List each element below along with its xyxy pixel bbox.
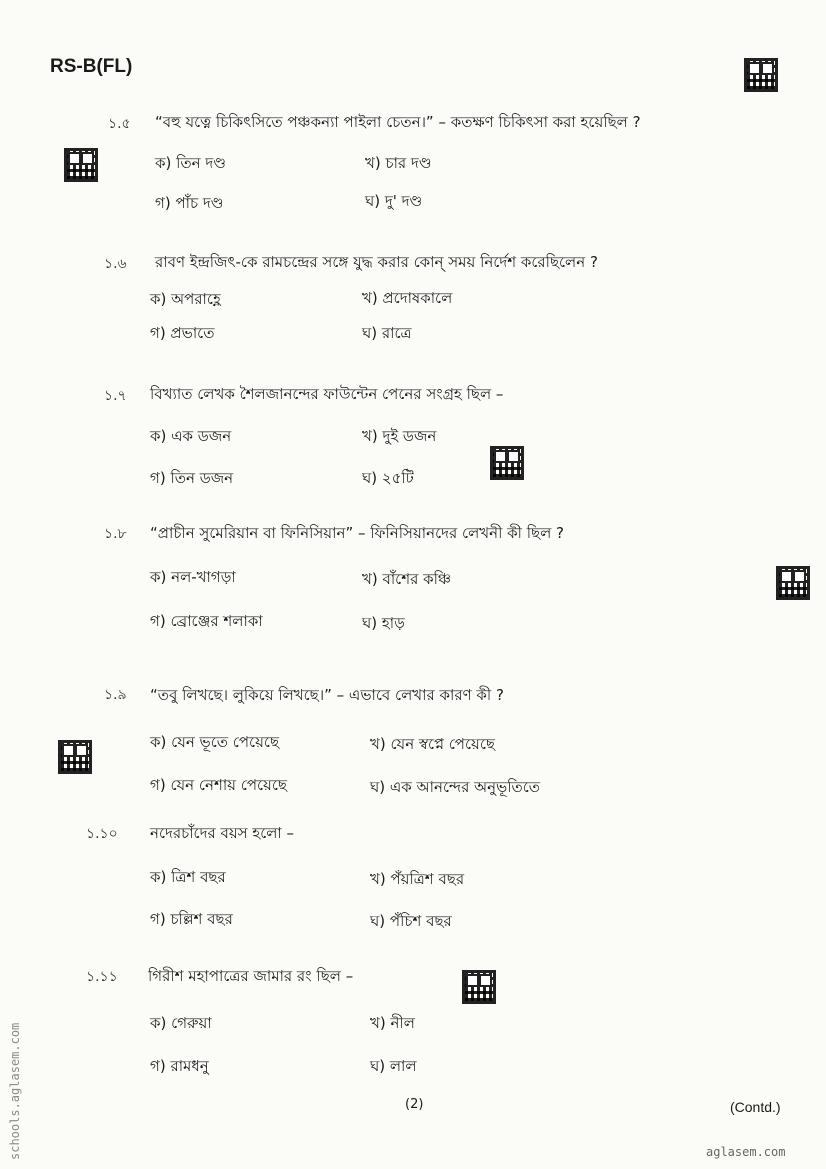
option-kha: খ) পঁয়ত্রিশ বছর: [370, 870, 465, 888]
question-text: “বহু যত্নে চিকিৎসিতে পঞ্চকন্যা পাইলা চেতন।” – কতক্ষণ চিকিৎসা করা হয়েছিল ?: [155, 113, 641, 131]
question-number: ১.১১: [86, 969, 118, 985]
option-ga: গ) ব্রোঞ্জের শলাকা: [150, 612, 263, 630]
option-ka: ক) অপরাহ্ণে: [150, 290, 221, 308]
qr-code-icon: [744, 58, 778, 92]
option-kha: খ) চার দণ্ড: [365, 154, 432, 172]
qr-code-icon: [776, 566, 810, 600]
question-number: ১.৮: [104, 526, 127, 542]
option-kha: খ) দুই ডজন: [362, 427, 437, 445]
question-number: ১.৫: [108, 116, 131, 132]
qr-code-icon: [64, 148, 98, 182]
question-number: ১.৯: [104, 687, 127, 703]
qr-code-icon: [462, 970, 496, 1004]
question-text: গিরীশ মহাপাত্রের জামার রং ছিল –: [148, 967, 354, 985]
option-kha: খ) নীল: [370, 1014, 415, 1032]
question-number: ১.৬: [104, 256, 127, 272]
option-ka: ক) গেরুয়া: [150, 1014, 212, 1032]
question-text: “তবু লিখছে। লুকিয়ে লিখছে।” – এভাবে লেখার কারণ কী ?: [150, 686, 504, 704]
question-text: বিখ্যাত লেখক শৈলজানন্দের ফাউন্টেন পেনের সংগ্রহ ছিল –: [150, 385, 504, 403]
option-gha: ঘ) দু' দণ্ড: [365, 192, 423, 210]
option-ga: গ) তিন ডজন: [150, 469, 234, 487]
option-ga: গ) প্রভাতে: [150, 324, 215, 342]
question-number: ১.৭: [104, 388, 127, 404]
bottom-watermark: aglasem.com: [706, 1145, 786, 1159]
option-ka: ক) ত্রিশ বছর: [150, 868, 226, 886]
option-ka: ক) যেন ভূতে পেয়েছে: [150, 733, 280, 751]
option-kha: খ) যেন স্বপ্নে পেয়েছে: [370, 735, 495, 753]
option-gha: ঘ) রাত্রে: [362, 324, 412, 342]
option-ga: গ) পাঁচ দণ্ড: [155, 194, 224, 212]
question-number: ১.১০: [86, 826, 118, 842]
option-ga: গ) রামধনু: [150, 1057, 209, 1075]
option-gha: ঘ) ২৫টি: [362, 469, 414, 487]
option-kha: খ) প্রদোষকালে: [362, 289, 453, 307]
paper-code: RS-B(FL): [50, 56, 133, 77]
option-ka: ক) নল-খাগড়া: [150, 568, 236, 586]
option-ga: গ) চল্লিশ বছর: [150, 910, 233, 928]
question-text: “প্রাচীন সুমেরিয়ান বা ফিনিসিয়ান” – ফিনিসিয়ানদের লেখনী কী ছিল ?: [150, 524, 564, 542]
question-text: রাবণ ইন্দ্রজিৎ-কে রামচন্দ্রের সঙ্গে যুদ্ধ করার কোন্ সময় নির্দেশ করেছিলেন ?: [155, 253, 598, 271]
option-ka: ক) তিন দণ্ড: [155, 154, 226, 172]
page-number: (2): [405, 1097, 424, 1112]
qr-code-icon: [490, 446, 524, 480]
option-gha: ঘ) পঁচিশ বছর: [370, 912, 452, 930]
option-gha: ঘ) লাল: [370, 1057, 417, 1075]
side-watermark: schools.aglasem.com: [8, 1022, 22, 1160]
qr-code-icon: [58, 740, 92, 774]
option-ka: ক) এক ডজন: [150, 427, 232, 445]
option-gha: ঘ) এক আনন্দের অনুভূতিতে: [370, 778, 541, 796]
contd-label: (Contd.): [730, 1099, 781, 1115]
question-text: নদেরচাঁদের বয়স হলো –: [150, 824, 295, 842]
option-ga: গ) যেন নেশায় পেয়েছে: [150, 776, 288, 794]
option-kha: খ) বাঁশের কঞ্চি: [362, 570, 451, 588]
option-gha: ঘ) হাড়: [362, 614, 405, 632]
